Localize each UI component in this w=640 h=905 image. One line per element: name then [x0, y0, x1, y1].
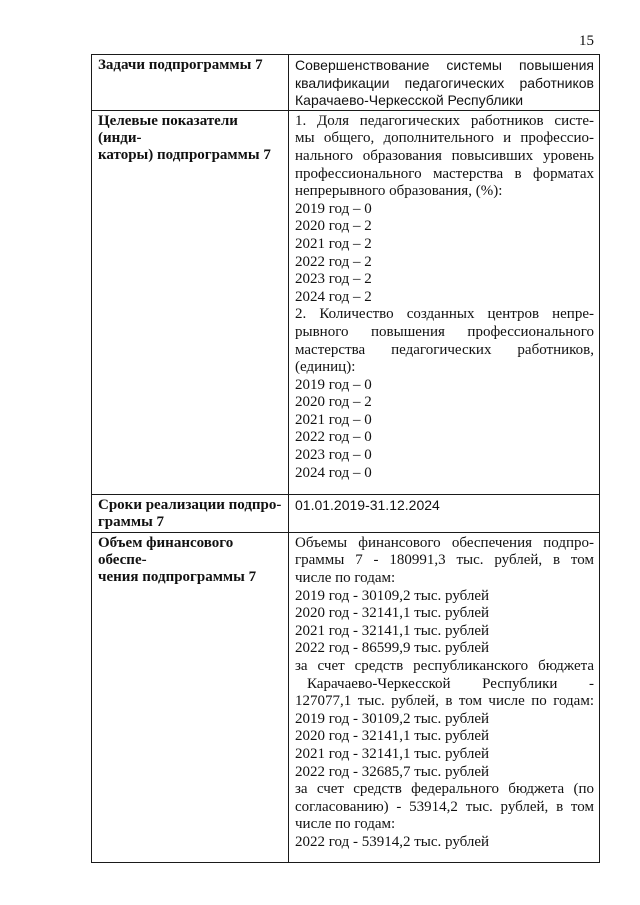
value-line: 2. Количество созданных центров непре- — [295, 306, 594, 323]
table-row-indicators — [92, 110, 600, 494]
value-line: 2022 год – 2 — [295, 253, 372, 270]
value-cell — [289, 532, 600, 862]
value-line: числе по годам: — [295, 816, 396, 833]
value-line: Карачаево-Черкесской Республики - — [307, 675, 594, 692]
value-line: непрерывного образования, (%): — [295, 183, 503, 200]
row-label — [92, 533, 288, 586]
value-cell — [289, 55, 600, 111]
value-cell — [289, 494, 600, 532]
value-line: 2020 год – 2 — [295, 218, 372, 235]
label-cell — [92, 494, 289, 532]
value-line: числе по годам: — [295, 569, 396, 586]
label-cell — [92, 532, 289, 862]
table-row-tasks — [92, 55, 600, 111]
value-line: 1. Доля педагогических работников систе- — [295, 112, 594, 129]
label-line: каторы) подпрограммы 7 — [98, 146, 271, 163]
value-line: 2024 год – 0 — [295, 464, 372, 481]
row-label — [92, 55, 288, 74]
page-number: 15 — [579, 33, 594, 49]
row-value — [289, 533, 599, 852]
value-line: мы общего, дополнительного и профессио- — [295, 130, 594, 147]
label-line: Целевые показатели (инди- — [98, 112, 238, 146]
label-cell — [92, 110, 289, 494]
value-line: 2019 год - 30109,2 тыс. рублей — [295, 587, 490, 604]
value-line: 01.01.2019-31.12.2024 — [295, 496, 440, 513]
value-line: 2022 год - 32685,7 тыс. рублей — [295, 763, 490, 780]
value-line: за счет средств федерального бюджета (по — [295, 781, 594, 798]
value-cell — [289, 110, 600, 494]
value-line: квалификации педагогических работников — [295, 74, 594, 91]
value-line: Карачаево-Черкесской Республики — [295, 92, 524, 109]
value-line: 2021 год – 0 — [295, 411, 372, 428]
value-line: (единиц): — [295, 359, 356, 376]
value-line: профессионального мастерства в форматах — [295, 165, 594, 182]
label-line: Объем финансового обеспе- — [98, 534, 234, 568]
row-label — [92, 111, 288, 164]
label-line: граммы 7 — [98, 513, 165, 530]
table-row-period — [92, 494, 600, 532]
value-line: 2021 год - 32141,1 тыс. рублей — [295, 622, 490, 639]
value-line: 2019 год – 0 — [295, 376, 372, 393]
value-line: 2022 год – 0 — [295, 429, 372, 446]
value-line: 2019 год – 0 — [295, 200, 372, 217]
label-line: Сроки реализации подпро- — [98, 496, 282, 513]
row-label — [92, 495, 288, 531]
value-line: нального образования повысивших уровень — [295, 147, 594, 164]
value-line: мастерства педагогических работников, — [295, 341, 594, 358]
value-line: Объемы финансового обеспечения подпро- — [295, 534, 594, 551]
value-line: 2019 год - 30109,2 тыс. рублей — [295, 710, 490, 727]
value-line: 127077,1 тыс. рублей, в том числе по годам: — [295, 693, 594, 710]
label-line: чения подпрограммы 7 — [98, 568, 257, 585]
row-value — [289, 495, 599, 515]
label-cell — [92, 55, 289, 111]
value-line: 2022 год - 86599,9 тыс. рублей — [295, 640, 490, 657]
value-line: 2021 год – 2 — [295, 235, 372, 252]
row-value — [289, 55, 599, 110]
value-line: согласованию) - 53914,2 тыс. рублей, в том — [295, 798, 594, 815]
label-line: Задачи подпрограммы 7 — [98, 57, 263, 73]
row-value — [289, 111, 599, 482]
value-line: 2020 год - 32141,1 тыс. рублей — [295, 605, 490, 622]
table-row-financing — [92, 532, 600, 862]
value-line: 2020 год - 32141,1 тыс. рублей — [295, 728, 490, 745]
value-line: рывного повышения профессионального — [295, 323, 594, 340]
value-line: за счет средств республиканского бюджета — [295, 657, 594, 674]
value-line: Совершенствование системы повышения — [295, 57, 594, 73]
value-line: 2023 год – 2 — [295, 271, 372, 288]
value-line: 2022 год - 53914,2 тыс. рублей — [295, 833, 490, 850]
value-line: 2020 год – 2 — [295, 394, 372, 411]
value-line: 2024 год – 2 — [295, 288, 372, 305]
value-line: 2021 год - 32141,1 тыс. рублей — [295, 745, 490, 762]
subprogram-passport-table — [91, 54, 600, 863]
value-line: 2023 год – 0 — [295, 447, 372, 464]
value-line: граммы 7 - 180991,3 тыс. рублей, в том — [295, 552, 594, 569]
